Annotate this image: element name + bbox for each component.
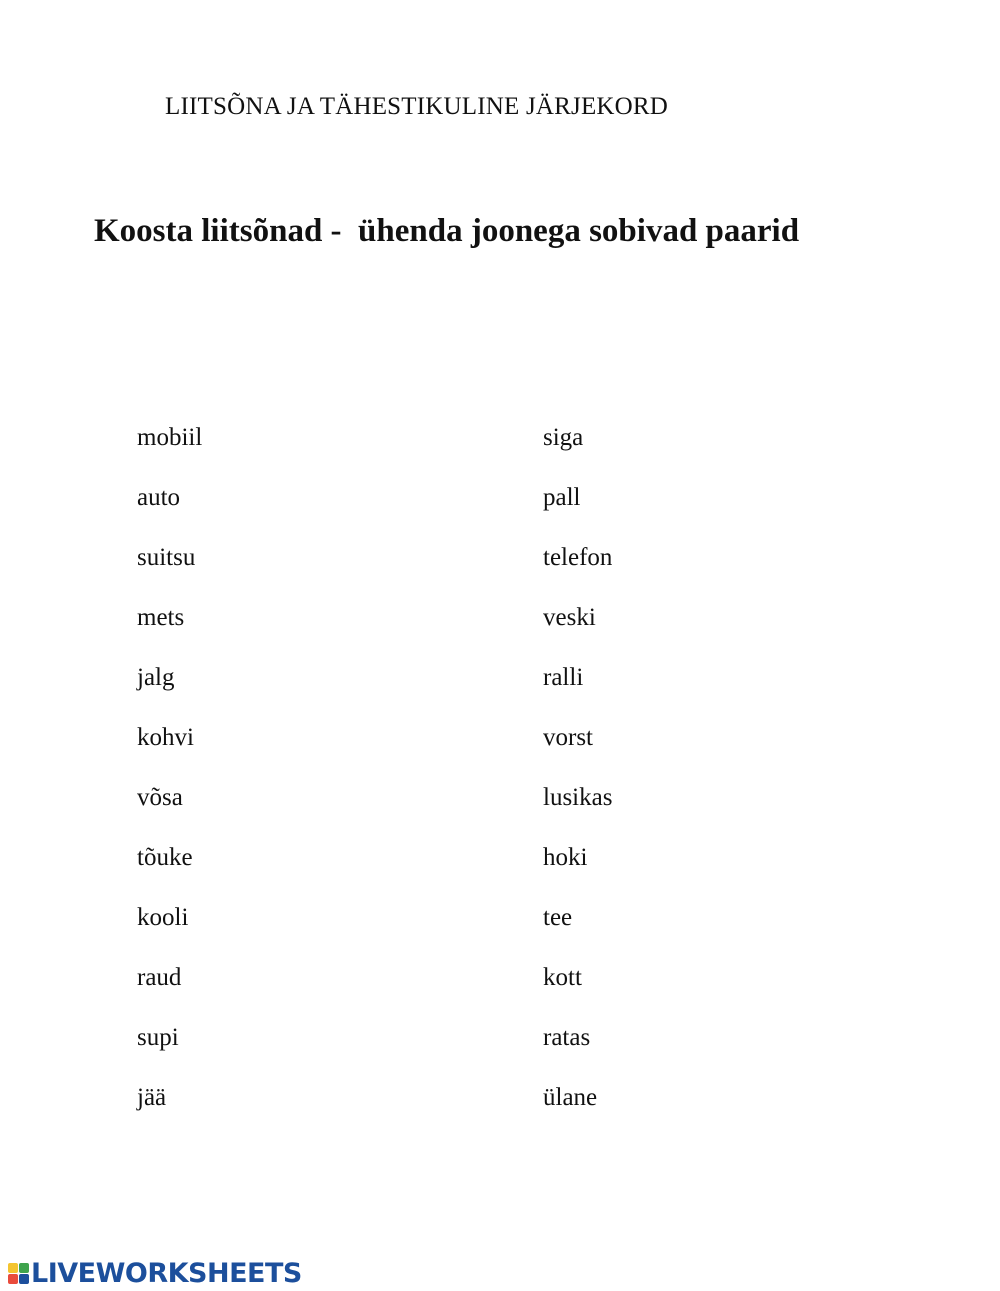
left-word: mets xyxy=(137,604,185,631)
left-word: jää xyxy=(137,1084,167,1111)
logo-mark-icon xyxy=(8,1263,29,1284)
right-word: telefon xyxy=(543,544,613,571)
left-word: suitsu xyxy=(137,544,196,571)
logo-square xyxy=(19,1263,29,1273)
left-word: auto xyxy=(137,484,181,511)
logo-square xyxy=(8,1263,18,1273)
left-word: supi xyxy=(137,1024,179,1051)
right-word: veski xyxy=(543,604,596,631)
logo-square xyxy=(19,1274,29,1284)
left-word: võsa xyxy=(137,784,183,811)
right-word: tee xyxy=(543,904,573,931)
liveworksheets-logo[interactable] xyxy=(8,1258,302,1288)
left-word: tõuke xyxy=(137,844,193,871)
right-word: kott xyxy=(543,964,582,991)
right-word: lusikas xyxy=(543,784,613,811)
logo-text: LIVEWORKSHEETS xyxy=(31,1257,302,1289)
right-word: ratas xyxy=(543,1024,591,1051)
left-word: mobiil xyxy=(137,424,203,451)
worksheet-title: Koosta liitsõnad - ühenda joonega sobivad paarid xyxy=(94,213,800,249)
worksheet-header: LIITSÕNA JA TÄHESTIKULINE JÄRJEKORD xyxy=(165,93,669,120)
left-word: kohvi xyxy=(137,724,194,751)
left-word: raud xyxy=(137,964,182,991)
right-word: vorst xyxy=(543,724,593,751)
right-word: siga xyxy=(543,424,584,451)
right-word: ralli xyxy=(543,664,584,691)
right-word: ülane xyxy=(543,1084,598,1111)
left-word: kooli xyxy=(137,904,189,931)
right-word: hoki xyxy=(543,844,588,871)
right-word: pall xyxy=(543,484,581,511)
left-word: jalg xyxy=(137,664,175,691)
logo-square xyxy=(8,1274,18,1284)
